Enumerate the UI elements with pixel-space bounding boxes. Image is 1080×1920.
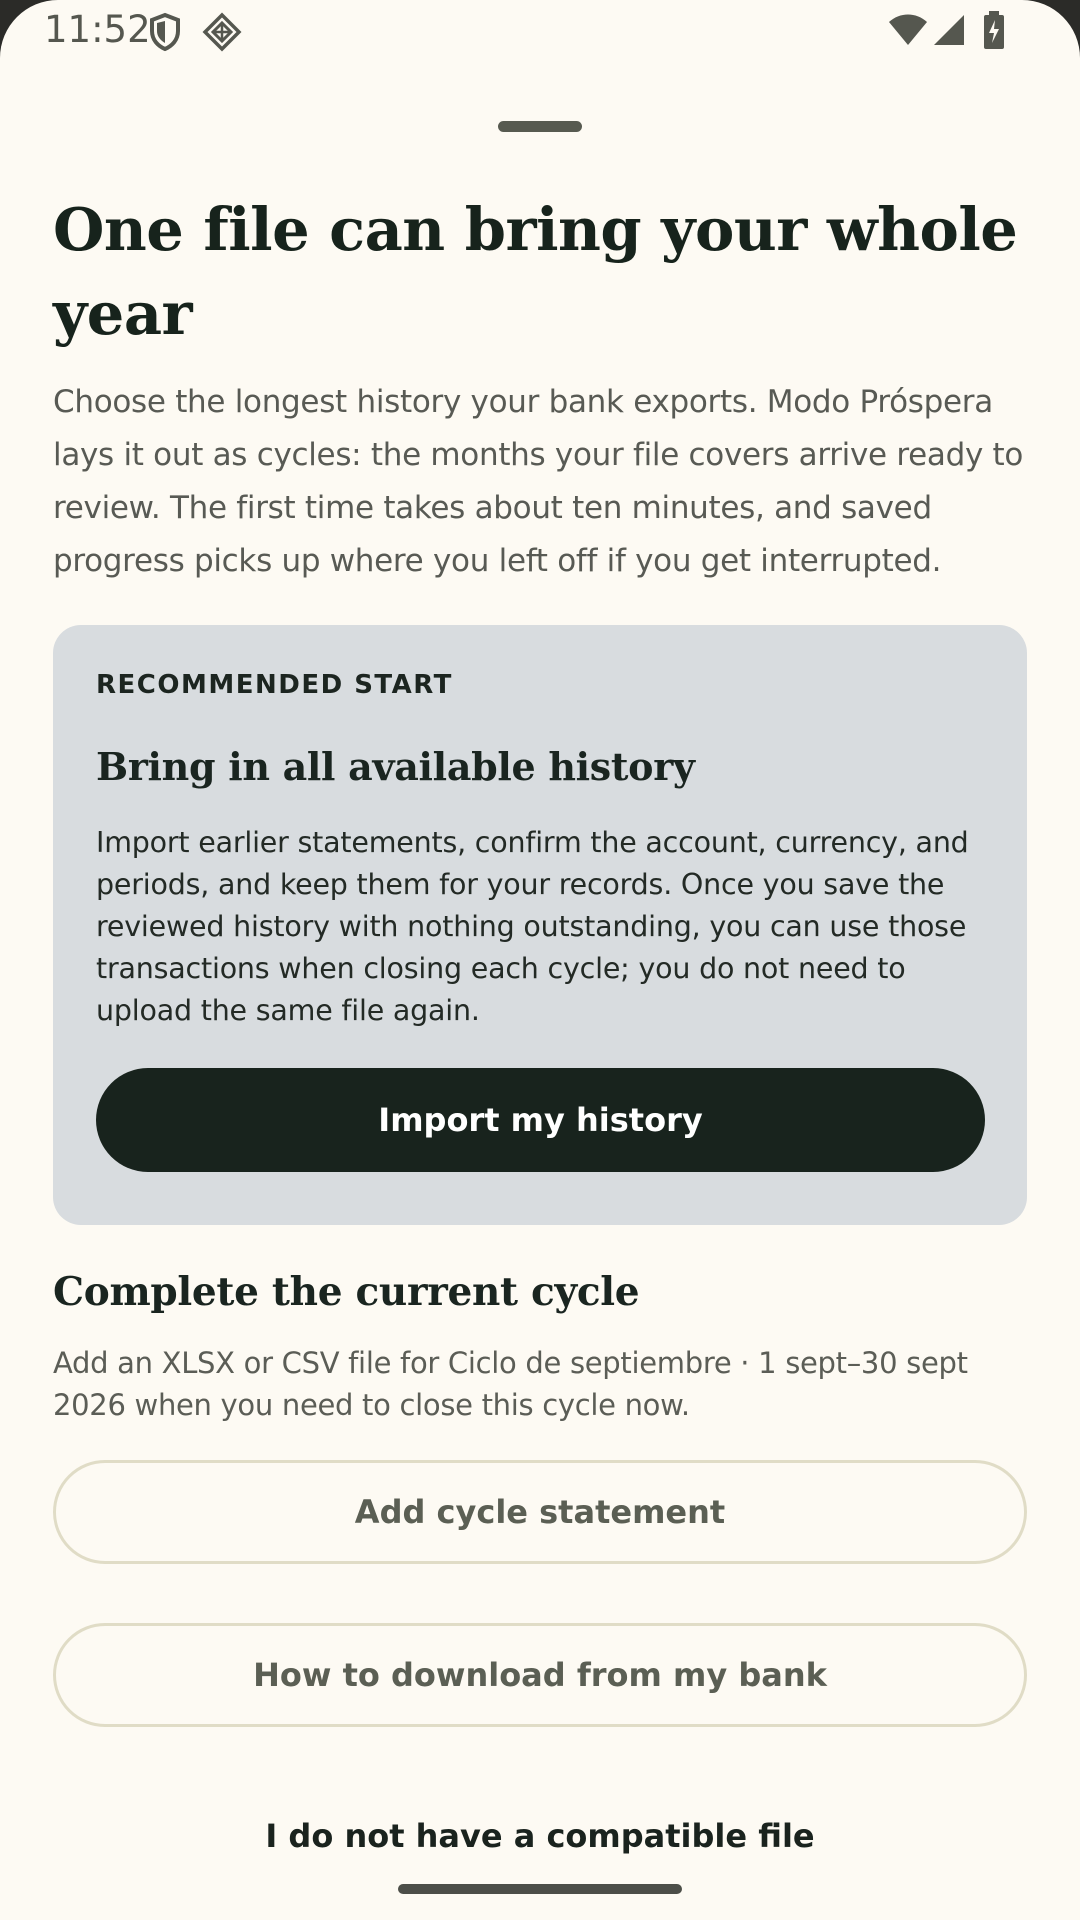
current-cycle-title: Complete the current cycle bbox=[53, 1269, 640, 1315]
wifi-icon bbox=[888, 14, 928, 50]
cast-diamond-icon bbox=[202, 12, 242, 56]
card-eyebrow: RECOMMENDED START bbox=[96, 670, 453, 700]
sheet-drag-handle[interactable] bbox=[498, 121, 582, 132]
add-cycle-statement-button[interactable]: Add cycle statement bbox=[53, 1460, 1027, 1564]
status-time: 11:52 bbox=[44, 8, 151, 51]
home-indicator[interactable] bbox=[398, 1884, 682, 1894]
status-bar bbox=[0, 0, 1080, 64]
import-history-button[interactable]: Import my history bbox=[96, 1068, 985, 1172]
recommended-start-card bbox=[53, 625, 1027, 1225]
sheet-intro: Choose the longest history your bank exports. Modo Próspera lays it out as cycles: the months your file covers arrive ready to review. The first time takes about ten minutes, and saved progress picks up where you left off if you get interrupted. bbox=[53, 384, 1024, 579]
bank-download-help-button[interactable]: How to download from my bank bbox=[53, 1623, 1027, 1727]
no-compatible-file-button[interactable]: I do not have a compatible file bbox=[53, 1806, 1027, 1866]
shield-icon bbox=[148, 12, 182, 56]
card-title: Bring in all available history bbox=[96, 744, 695, 789]
cell-signal-icon bbox=[933, 14, 965, 50]
card-body: Import earlier statements, confirm the account, currency, and periods, and keep them for your records. Once you save the reviewed history with nothing outstanding, you can use those transactions when closing each cycle; you do not need to upload the same file again. bbox=[96, 826, 969, 1027]
sheet-headline: One file can bring your whole year bbox=[53, 195, 1018, 348]
current-cycle-body: Add an XLSX or CSV file for Ciclo de septiembre · 1 sept–30 sept 2026 when you need to close this cycle now. bbox=[53, 1346, 968, 1422]
battery-charging-icon bbox=[982, 10, 1006, 54]
